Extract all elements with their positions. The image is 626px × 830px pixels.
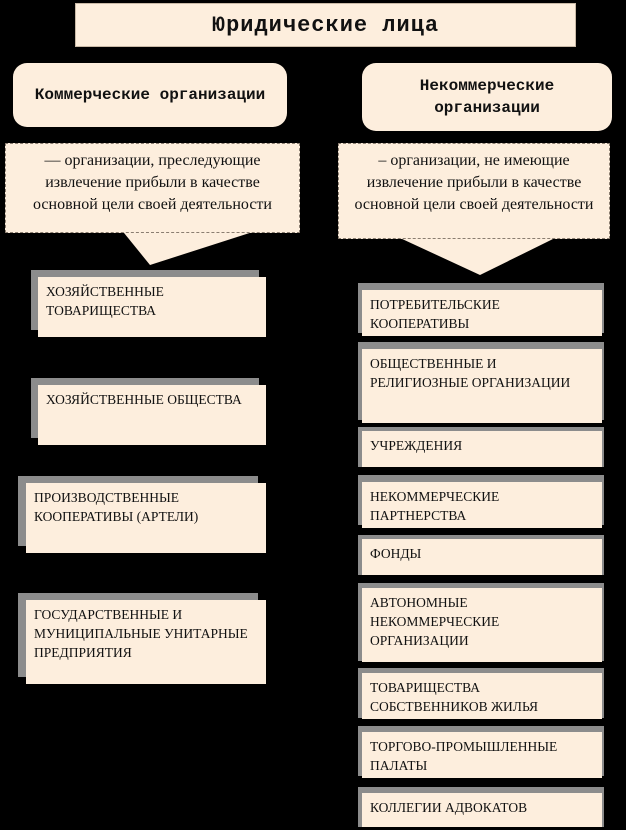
right-item: УЧРЕЖДЕНИЯ xyxy=(362,431,602,467)
left-item: ХОЗЯЙСТВЕННЫЕ ТОВАРИЩЕСТВА xyxy=(38,277,266,337)
right-item: ПОТРЕБИТЕЛЬСКИЕ КООПЕРАТИВЫ xyxy=(362,290,602,336)
right-arrow xyxy=(400,238,555,275)
left-item: ПРОИЗВОДСТВЕННЫЕ КООПЕРАТИВЫ (АРТЕЛИ) xyxy=(26,483,266,553)
right-item: ТОВАРИЩЕСТВА СОБСТВЕННИКОВ ЖИЛЬЯ xyxy=(362,673,602,719)
right-item: ФОНДЫ xyxy=(362,539,602,575)
diagram-title: Юридические лица xyxy=(75,3,576,47)
right-item: КОЛЛЕГИИ АДВОКАТОВ xyxy=(362,793,602,827)
right-item: ОБЩЕСТВЕННЫЕ И РЕЛИГИОЗНЫЕ ОРГАНИЗАЦИИ xyxy=(362,349,602,423)
right-item: АВТОНОМНЫЕ НЕКОММЕРЧЕСКИЕ ОРГАНИЗАЦИИ xyxy=(362,588,602,662)
right-item: ТОРГОВО-ПРОМЫШЛЕННЫЕ ПАЛАТЫ xyxy=(362,732,602,778)
left-item: ХОЗЯЙСТВЕННЫЕ ОБЩЕСТВА xyxy=(38,385,266,445)
right-item: НЕКОММЕРЧЕСКИЕ ПАРТНЕРСТВА xyxy=(362,482,602,528)
left-item: ГОСУДАРСТВЕННЫЕ И МУНИЦИПАЛЬНЫЕ УНИТАРНЫЕ ПРЕДПРИЯТИЯ xyxy=(26,600,266,684)
commercial-definition: — организации, преследующие извлечение прибыли в качестве основной цели своей деятельности xyxy=(5,143,300,233)
noncommercial-category: Некоммерческие организации xyxy=(362,63,612,131)
left-arrow xyxy=(120,228,265,265)
noncommercial-definition: – организации, не имеющие извлечение прибыли в качестве основной цели своей деятельности xyxy=(338,143,610,239)
commercial-category: Коммерческие организации xyxy=(13,63,287,127)
